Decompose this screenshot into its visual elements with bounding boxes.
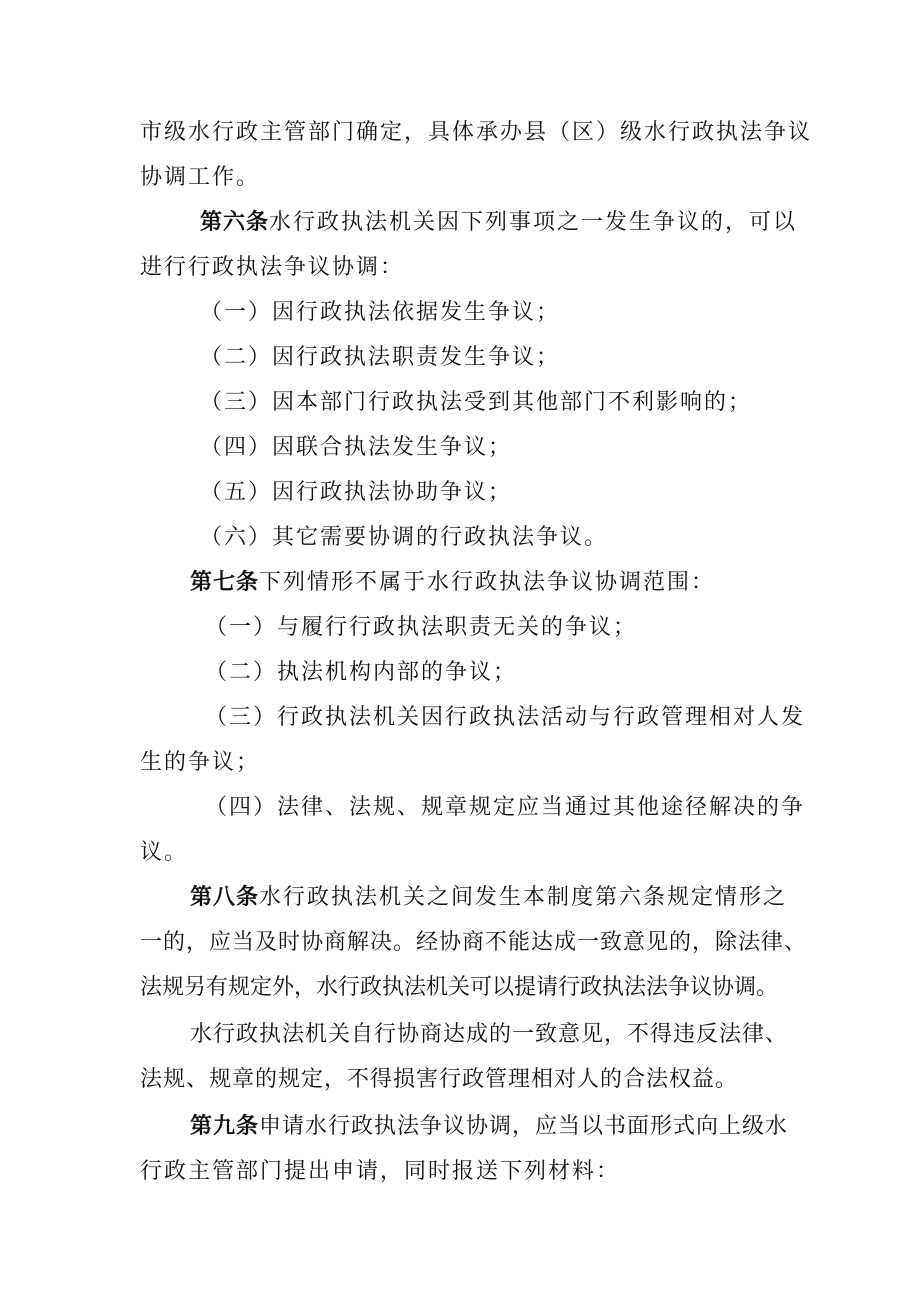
article-8-line-1 bbox=[190, 883, 787, 913]
article-7-item-4-line-1: （四）法律、法规、规章规定应当通过其他途径解决的争 bbox=[205, 795, 806, 820]
article-9-line-2: 行政主管部门提出申请，同时报送下列材料： bbox=[140, 1159, 621, 1184]
article-8-text: 水行政执法机关之间发生本制度第六条规定情形之 bbox=[259, 885, 788, 910]
article-7-title: 第七条 bbox=[190, 570, 260, 595]
article-6-item-3: （三）因本部门行政执法受到其他部门不利影响的； bbox=[200, 390, 753, 415]
article-9-title: 第九条 bbox=[190, 1114, 260, 1139]
article-7-item-2: （二）执法机构内部的争议； bbox=[205, 660, 518, 685]
article-6-line-2: 进行行政执法争议协调： bbox=[140, 255, 405, 280]
article-8-para-2-line-1: 水行政执法机关自行协商达成的一致意见，不得违反法律、 bbox=[190, 1022, 789, 1047]
article-9-text: 申请水行政执法争议协调，应当以书面形式向上级水 bbox=[259, 1114, 789, 1139]
article-6-item-2: （二）因行政执法职责发生争议； bbox=[200, 345, 561, 370]
article-7-text: 下列情形不属于水行政执法争议协调范围： bbox=[259, 570, 716, 595]
article-6-line-1 bbox=[200, 208, 797, 238]
article-6-item-6: （六）其它需要协调的行政执法争议。 bbox=[200, 525, 609, 550]
article-7-item-3-line-2: 生的争议； bbox=[140, 750, 261, 775]
article-6-item-5: （五）因行政执法协助争议； bbox=[200, 480, 513, 505]
article-8-line-2: 一的，应当及时协商解决。经协商不能达成一致意见的，除法律、 bbox=[140, 930, 808, 955]
article-7-item-1: （一）与履行行政执法职责无关的争议； bbox=[205, 615, 638, 640]
paragraph-continuation-line-2: 协调工作。 bbox=[140, 165, 261, 190]
article-7-line-1 bbox=[190, 568, 715, 598]
article-8-title: 第八条 bbox=[190, 885, 260, 910]
paragraph-continuation-line-1: 市级水行政主管部门确定，具体承办县（区）级水行政执法争议 bbox=[140, 120, 813, 145]
article-6-item-1: （一）因行政执法依据发生争议； bbox=[200, 300, 561, 325]
article-6-text: 水行政执法机关因下列事项之一发生争议的，可以 bbox=[269, 210, 798, 235]
article-7-item-4-line-2: 议。 bbox=[140, 840, 189, 865]
article-9-line-1 bbox=[190, 1112, 788, 1142]
article-8-line-3: 法规另有规定外，水行政执法机关可以提请行政执法法争议协调。 bbox=[140, 975, 779, 1000]
article-6-item-4: （四）因联合执法发生争议； bbox=[200, 435, 513, 460]
article-6-title: 第六条 bbox=[200, 210, 270, 235]
article-8-para-2-line-2: 法规、规章的规定，不得损害行政管理相对人的合法权益。 bbox=[140, 1067, 739, 1092]
article-7-item-3-line-1: （三）行政执法机关因行政执法活动与行政管理相对人发 bbox=[205, 705, 806, 730]
